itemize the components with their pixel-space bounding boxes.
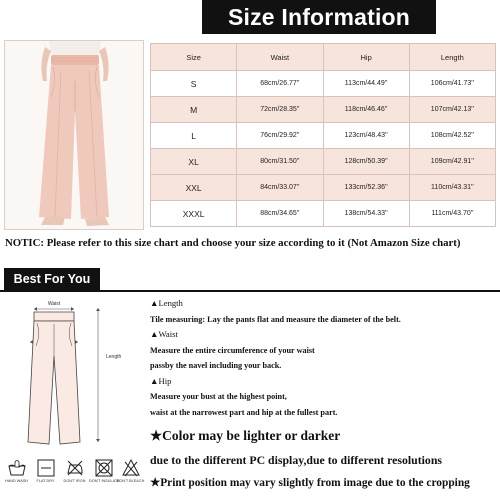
length-instructions: Tile measuring: Lay the pants flat and measure the diameter of the belt.	[150, 314, 401, 324]
hip-instructions-2: waist at the narrowest part and hip at the fullest part.	[150, 407, 338, 417]
hip-cell: 123cm/48.43''	[323, 123, 409, 149]
print-note: ★Print position may vary slightly from image due to the cropping	[150, 477, 470, 489]
size-cell: XL	[151, 149, 237, 175]
care-item	[60, 458, 89, 496]
product-photo	[4, 40, 144, 230]
care-instructions	[0, 458, 145, 496]
waist-cell: 84cm/33.07''	[237, 175, 323, 201]
do-not-iron-icon	[65, 458, 85, 478]
care-item	[89, 458, 118, 496]
waist-instructions-2: passby the navel including your back.	[150, 361, 282, 370]
hip-cell: 118cm/46.46''	[323, 97, 409, 123]
hip-cell: 128cm/50.39''	[323, 149, 409, 175]
length-label: Length	[106, 354, 122, 360]
display-note: due to the different PC display,due to different resolutions	[150, 453, 442, 467]
header-length: Length	[409, 44, 495, 71]
hip-cell: 113cm/44.49''	[323, 71, 409, 97]
length-cell: 108cm/42.52''	[409, 123, 495, 149]
title-banner	[0, 0, 500, 34]
hip-cell: 133cm/52.36''	[323, 175, 409, 201]
section-divider	[0, 290, 500, 292]
color-note: ★Color may be lighter or darker	[150, 428, 341, 443]
hand-wash-icon	[7, 458, 27, 478]
pants-outline-icon	[0, 294, 145, 454]
waist-cell: 88cm/34.65''	[237, 201, 323, 227]
care-item	[116, 458, 145, 496]
waist-cell: 68cm/26.77''	[237, 71, 323, 97]
header-hip: Hip	[323, 44, 409, 71]
table-row	[151, 149, 496, 175]
table-row	[151, 201, 496, 227]
hip-instructions-1: Measure your bust at the highest point,	[150, 392, 287, 401]
size-cell: XXL	[151, 175, 237, 201]
waist-cell: 76cm/29.92''	[237, 123, 323, 149]
measurement-guide	[150, 296, 495, 420]
care-label: DON'T INSULATE	[89, 479, 120, 483]
length-cell: 107cm/42.13''	[409, 97, 495, 123]
table-row	[151, 71, 496, 97]
size-cell: XXXL	[151, 201, 237, 227]
care-label: HAND WASH	[4, 479, 29, 483]
size-cell: M	[151, 97, 237, 123]
hip-cell: 138cm/54.33''	[323, 201, 409, 227]
care-label: DON'T IRON	[63, 479, 86, 483]
flat-dry-icon	[36, 458, 56, 478]
hip-heading: ▲Hip	[150, 375, 172, 386]
length-heading: ▲Length	[150, 298, 183, 308]
length-cell: 110cm/43.31''	[409, 175, 495, 201]
care-label: DON'T BLEACH	[116, 479, 145, 483]
size-cell: S	[151, 71, 237, 97]
table-row	[151, 97, 496, 123]
waist-cell: 80cm/31.50''	[237, 149, 323, 175]
model-pants-illustration	[5, 41, 144, 230]
care-label: FLAT DRY	[36, 479, 55, 483]
table-row	[151, 123, 496, 149]
length-cell: 106cm/41.73''	[409, 71, 495, 97]
table-row	[151, 175, 496, 201]
length-cell: 111cm/43.70''	[409, 201, 495, 227]
page-title: Size Information	[202, 0, 436, 34]
best-for-you-label: Best For You	[4, 268, 100, 290]
measurement-diagram	[0, 294, 145, 454]
do-not-tumble-dry-icon	[94, 458, 114, 478]
size-chart-table	[150, 43, 496, 227]
care-item	[31, 458, 60, 496]
size-cell: L	[151, 123, 237, 149]
waist-cell: 72cm/28.35''	[237, 97, 323, 123]
header-waist: Waist	[237, 44, 323, 71]
waist-instructions-1: Measure the entire circumference of your waist	[150, 345, 315, 355]
do-not-bleach-icon	[121, 458, 141, 478]
waist-label: Waist	[47, 301, 61, 307]
header-size: Size	[151, 44, 237, 71]
table-header-row	[151, 44, 496, 71]
length-cell: 109cm/42.91''	[409, 149, 495, 175]
care-item	[2, 458, 31, 496]
waist-heading: ▲Waist	[150, 329, 178, 339]
size-notice: NOTIC: Please refer to this size chart and choose your size according to it (Not Amazon Size chart)	[5, 237, 461, 249]
